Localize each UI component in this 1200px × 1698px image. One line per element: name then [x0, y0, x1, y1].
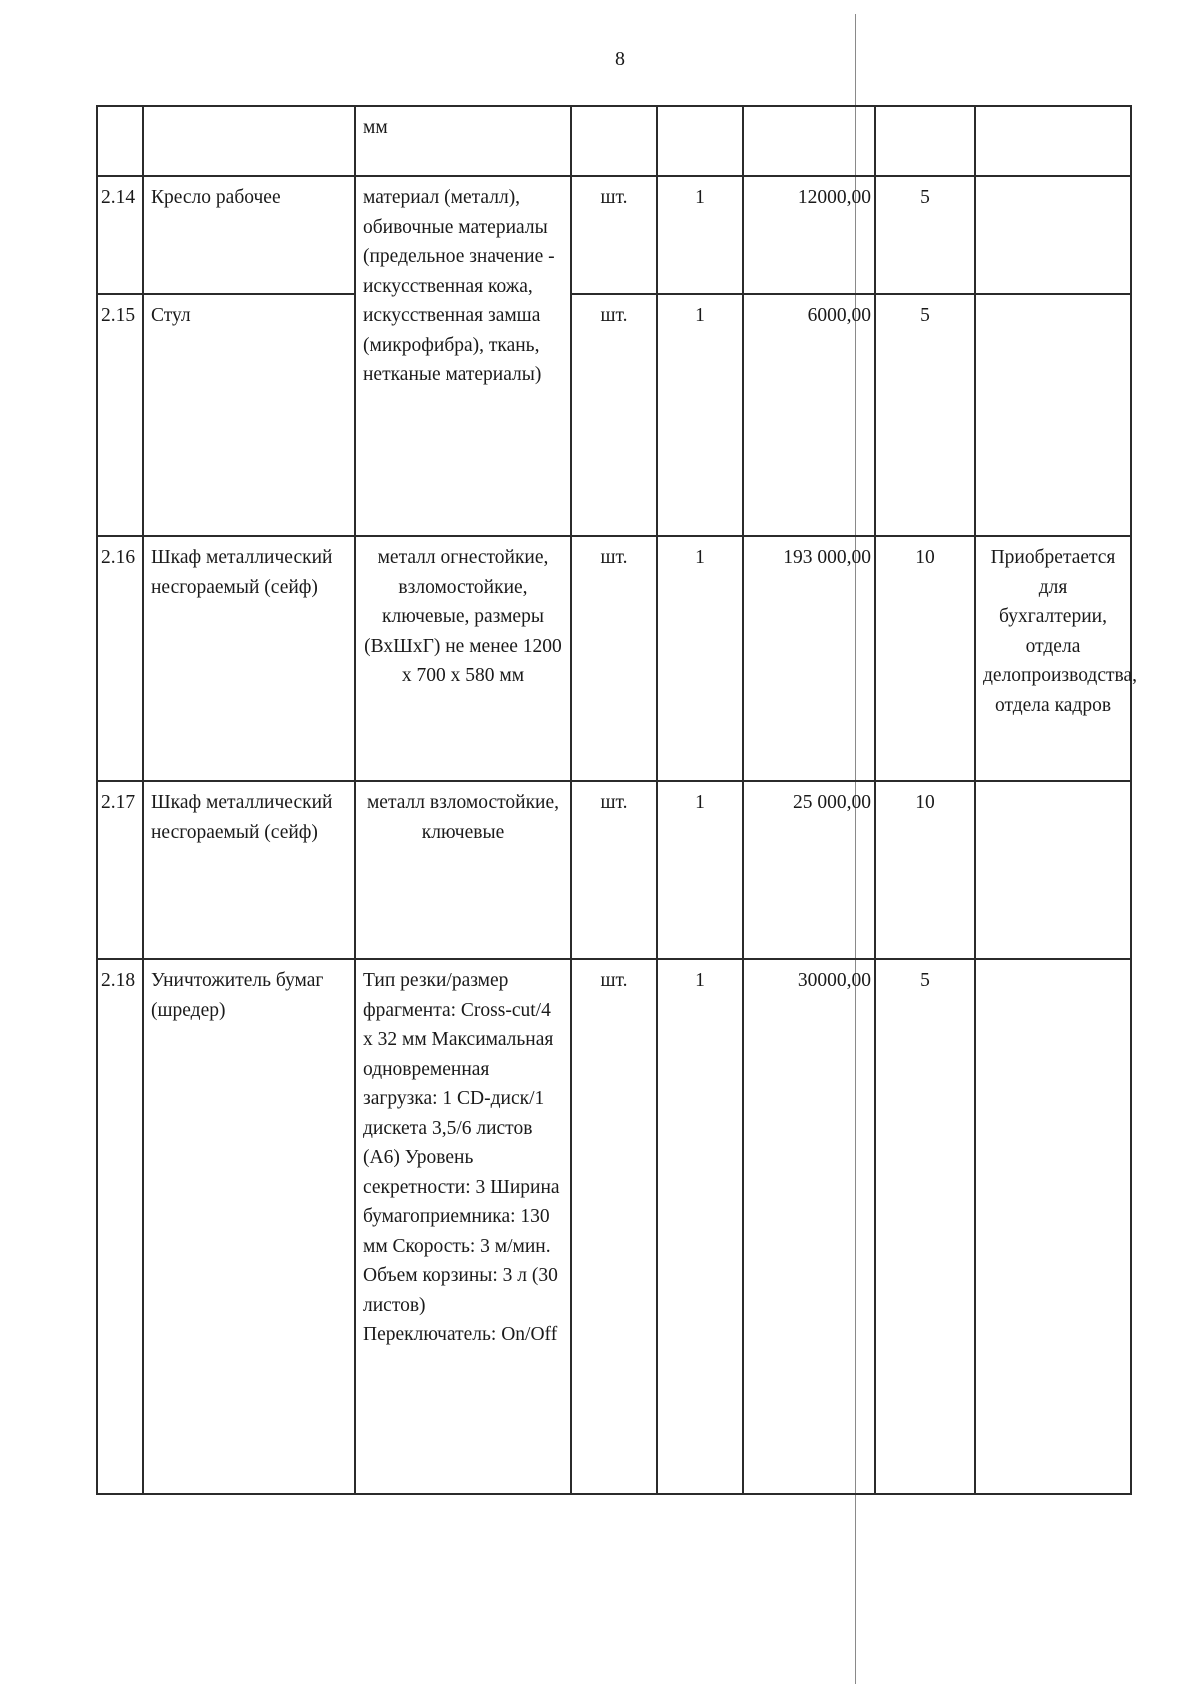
- table-row: [97, 536, 1131, 781]
- item-name: Шкаф металлический несгораемый (сейф): [143, 536, 355, 781]
- item-price: 193 000,00: [743, 536, 875, 781]
- item-unit: [571, 106, 657, 176]
- item-quantity: 1: [657, 294, 743, 536]
- item-characteristics: металл огнестойкие, взломостойкие, ключевые, размеры (ВхШхГ) не менее 1200 х 700 х 580 мм: [355, 536, 571, 781]
- table-row: [97, 959, 1131, 1494]
- item-service-life: 10: [875, 536, 975, 781]
- item-price: 30000,00: [743, 959, 875, 1494]
- item-quantity: 1: [657, 536, 743, 781]
- row-number: [97, 106, 143, 176]
- item-service-life: [875, 106, 975, 176]
- row-number: 2.14: [97, 176, 143, 294]
- item-unit: шт.: [571, 781, 657, 959]
- item-price: 6000,00: [743, 294, 875, 536]
- item-characteristics: Тип резки/размер фрагмента: Cross-cut/4 х 32 мм Максимальная одновременная загрузка: 1 CD-диск/1 дискета 3,5/6 листов (А6) Уровень секретности: 3 Ширина бумагоприемника: 130 мм Скорость: 3 м/мин. Объем корзины: 3 л (30 листов) Переключатель: On/Off: [355, 959, 571, 1494]
- item-service-life: 5: [875, 176, 975, 294]
- table-row: [97, 781, 1131, 959]
- item-service-life: 5: [875, 294, 975, 536]
- item-name: Шкаф металлический несгораемый (сейф): [143, 781, 355, 959]
- item-price: [743, 106, 875, 176]
- page-number: 8: [615, 48, 625, 70]
- item-unit: шт.: [571, 536, 657, 781]
- item-name: Кресло рабочее: [143, 176, 355, 294]
- item-unit: шт.: [571, 176, 657, 294]
- item-note: [975, 294, 1131, 536]
- table-row: [97, 106, 1131, 176]
- item-note: [975, 176, 1131, 294]
- item-characteristics: мм: [355, 106, 571, 176]
- item-unit: шт.: [571, 294, 657, 536]
- item-unit: шт.: [571, 959, 657, 1494]
- item-note: [975, 106, 1131, 176]
- item-price: 12000,00: [743, 176, 875, 294]
- item-quantity: 1: [657, 959, 743, 1494]
- row-number: 2.17: [97, 781, 143, 959]
- item-note: [975, 959, 1131, 1494]
- item-service-life: 5: [875, 959, 975, 1494]
- specification-table: [96, 105, 1137, 1495]
- row-number: 2.18: [97, 959, 143, 1494]
- item-note: [975, 781, 1131, 959]
- table-row: [97, 294, 1131, 536]
- item-service-life: 10: [875, 781, 975, 959]
- item-price: 25 000,00: [743, 781, 875, 959]
- table-row: [97, 176, 1131, 294]
- item-quantity: 1: [657, 781, 743, 959]
- item-characteristics: материал (металл), обивочные материалы (предельное значение - искусственная кожа, искусственная замша (микрофибра), ткань, нетканые материалы): [355, 176, 571, 536]
- item-note: Приобретается для бухгалтерии, отдела делопроизводства, отдела кадров: [975, 536, 1131, 781]
- item-quantity: 1: [657, 176, 743, 294]
- item-characteristics: металл взломостойкие, ключевые: [355, 781, 571, 959]
- item-name: Уничтожитель бумаг (шредер): [143, 959, 355, 1494]
- row-number: 2.15: [97, 294, 143, 536]
- item-name: Стул: [143, 294, 355, 536]
- row-number: 2.16: [97, 536, 143, 781]
- item-name: [143, 106, 355, 176]
- item-quantity: [657, 106, 743, 176]
